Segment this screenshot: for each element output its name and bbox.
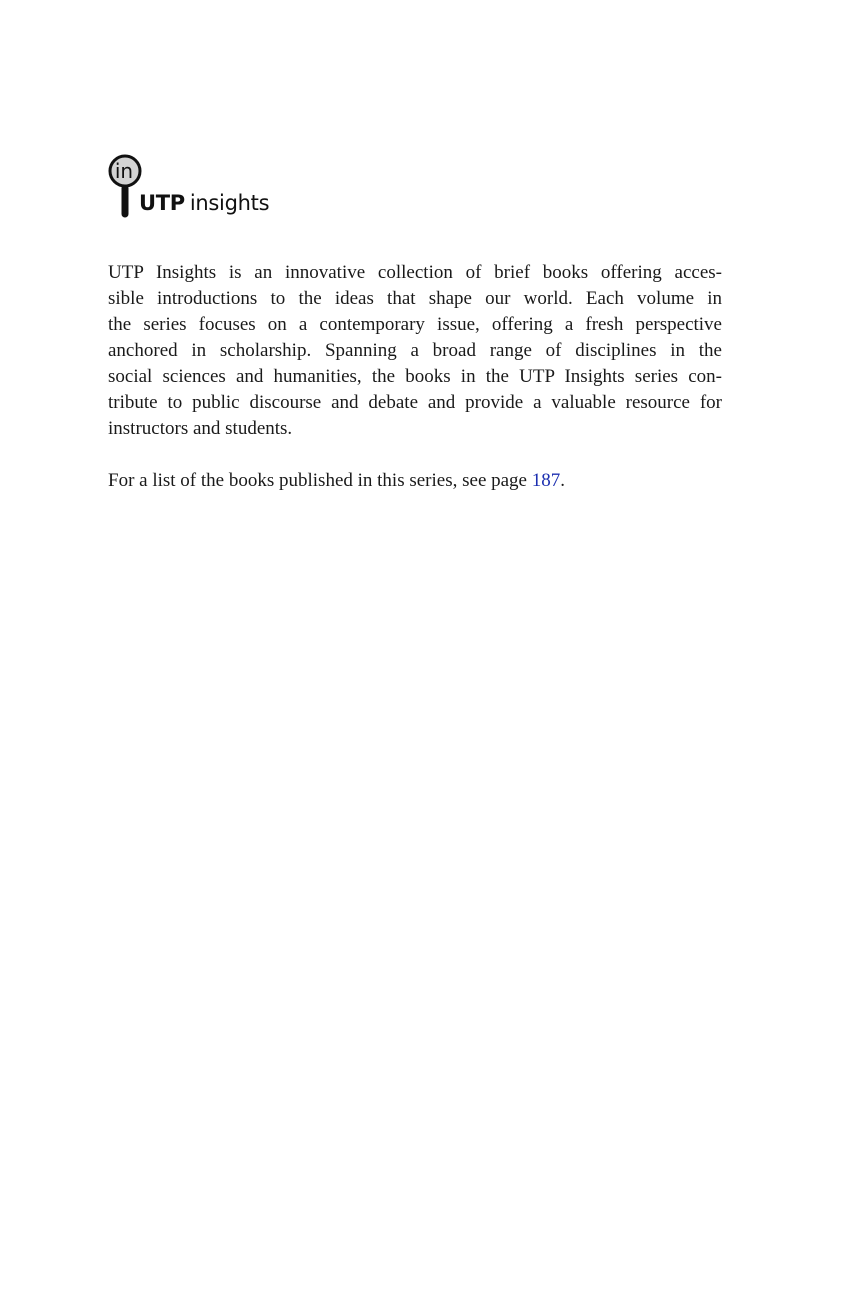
utp-insights-logo	[107, 154, 307, 220]
description-line: sible introductions to the ideas that shape our world. Each volume in	[108, 288, 722, 309]
series-list-note	[108, 468, 565, 494]
page-link[interactable]: 187	[531, 470, 561, 491]
logo-series: insights	[189, 191, 270, 215]
note-prefix: For a list of the books published in this series, see page	[108, 470, 532, 491]
description-line: UTP Insights is an innovative collection of brief books offering acces-	[108, 262, 722, 283]
logo-brand: UTP	[139, 191, 185, 215]
note-suffix: .	[560, 470, 565, 491]
magnifier-icon	[107, 154, 143, 218]
logo-wordmark	[139, 193, 269, 214]
series-description	[108, 260, 722, 442]
logo-mark-letters: in	[114, 159, 134, 183]
description-line: social sciences and humanities, the books in the UTP Insights series con-	[108, 366, 722, 387]
description-line: anchored in scholarship. Spanning a broad range of disciplines in the	[108, 340, 722, 361]
description-line: instructors and students.	[108, 418, 293, 439]
description-line: tribute to public discourse and debate and provide a valuable resource for	[108, 392, 722, 413]
description-line: the series focuses on a contemporary issue, offering a fresh perspective	[108, 314, 722, 335]
